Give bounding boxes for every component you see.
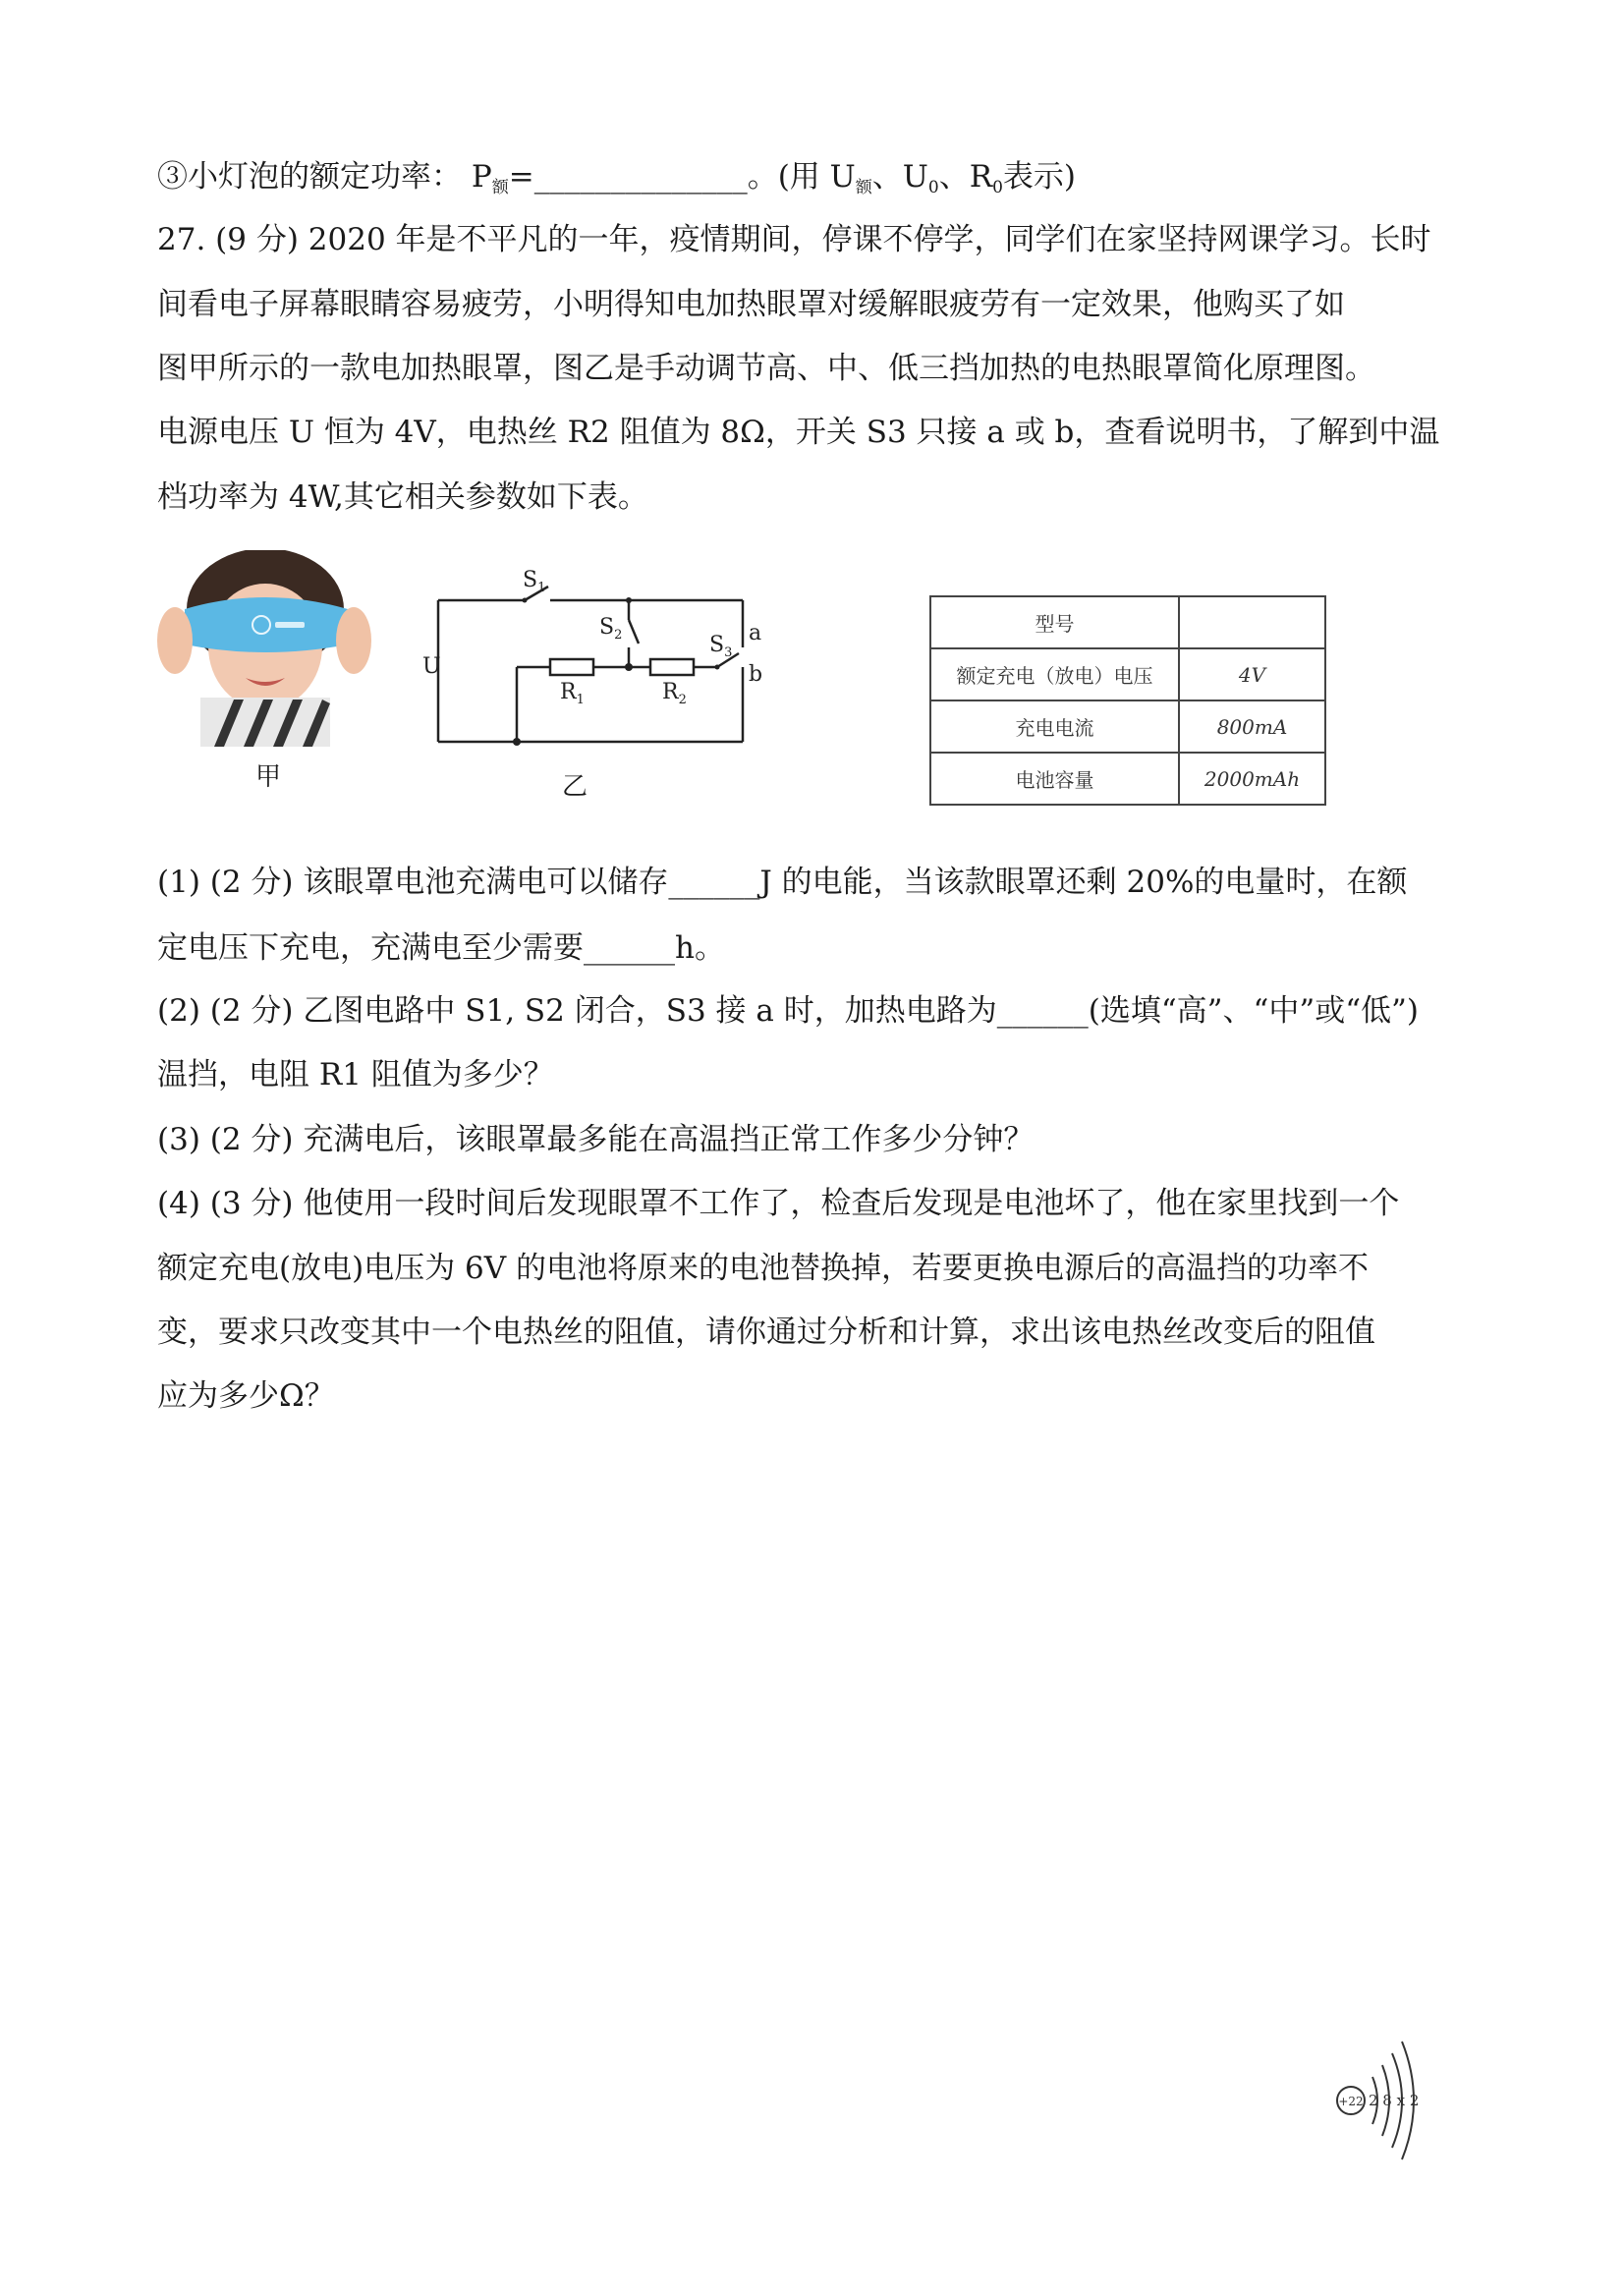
table-row	[930, 596, 1325, 648]
question-4-line-2: 额定充电(放电)电压为 6V 的电池将原来的电池替换掉，若要更换电源后的高温挡的功率不	[157, 1251, 1370, 1286]
table-cell-value: 800mA	[1179, 700, 1325, 753]
figure-jia-caption: 甲	[255, 762, 282, 792]
svg-text:R1: $R_1$	[560, 680, 585, 707]
question-4-line-4: 应为多少Ω？	[157, 1378, 335, 1414]
question-2-line-2: 温挡，电阻 R1 阻值为多少？	[157, 1057, 554, 1092]
question-4-line-3: 变，要求只改变其中一个电热丝的阻值，请你通过分析和计算，求出该电热丝改变后的阻值	[157, 1315, 1375, 1350]
svg-text:+22: +22	[1338, 2095, 1364, 2108]
parameter-table	[929, 595, 1326, 806]
svg-text:S1: $S_1$	[523, 568, 546, 595]
table-row	[930, 753, 1325, 805]
svg-text:S2: $S_2$	[599, 615, 623, 643]
table-cell-label: 型号	[930, 596, 1179, 648]
table-cell-label: 充电电流	[930, 700, 1179, 753]
svg-text:R2: $R_2$	[662, 680, 687, 707]
svg-text:S3: $S_3$	[709, 633, 733, 660]
problem-text-line-2: 间看电子屏幕眼睛容易疲劳，小明得知电加热眼罩对缓解眼疲劳有一定效果，他购买了如	[157, 287, 1345, 322]
table-row	[930, 700, 1325, 753]
problem-text-line-1: 27. (9 分) 2020 年是不平凡的一年，疫情期间，停课不停学，同学们在家坚持网课学习。长时	[157, 222, 1431, 257]
table-cell-value: 4V	[1179, 648, 1325, 700]
question-2-line-1: (2) (2 分) 乙图电路中 S1, S2 闭合，S3 接 a 时，加热电路为______(选填“高”、“中”或“低”)	[157, 993, 1419, 1029]
question-4-line-1: (4) (3 分) 他使用一段时间后发现眼罩不工作了，检查后发现是电池坏了，他在家里找到一个	[157, 1186, 1400, 1221]
problem-text-line-5: 档功率为 4W,其它相关参数如下表。	[157, 479, 648, 515]
table-cell-value	[1179, 596, 1325, 648]
table-cell-label: 额定充电（放电）电压	[930, 648, 1179, 700]
svg-text:b: b	[749, 662, 763, 687]
table-cell-label: 电池容量	[930, 753, 1179, 805]
table-row	[930, 648, 1325, 700]
eye-mask-photo	[155, 550, 373, 747]
problem-text-line-3: 图甲所示的一款电加热眼罩，图乙是手动调节高、中、低三挡加热的电热眼罩简化原理图。	[157, 351, 1375, 386]
page-stamp	[1321, 2034, 1444, 2161]
svg-text:a: a	[749, 621, 762, 645]
circuit-diagram	[422, 565, 776, 761]
question-1-line-2: 定电压下充电，充满电至少需要______h。	[157, 930, 725, 966]
svg-text:U: U	[422, 654, 441, 679]
question-3-line: (3) (2 分) 充满电后，该眼罩最多能在高温挡正常工作多少分钟？	[157, 1122, 1035, 1157]
svg-text:2 8 x 2: 2 8 x 2	[1369, 2092, 1420, 2109]
problem-text-line-4: 电源电压 U 恒为 4V，电热丝 R2 阻值为 8Ω，开关 S3 只接 a 或 b，查看说明书，了解到中温	[157, 415, 1440, 450]
prev-question-line: ③小灯泡的额定功率： $P_额=\_\_\_\_\_\_\_\_\_\_\_\_\_\_$。(用 $U_额$、$U_0$、$R_0$表示)	[157, 159, 1077, 197]
table-cell-value: 2000mAh	[1179, 753, 1325, 805]
figure-yi-caption: 乙	[562, 772, 588, 802]
question-1-line-1: (1) (2 分) 该眼罩电池充满电可以储存______J 的电能，当该款眼罩还剩 20%的电量时，在额	[157, 865, 1408, 900]
